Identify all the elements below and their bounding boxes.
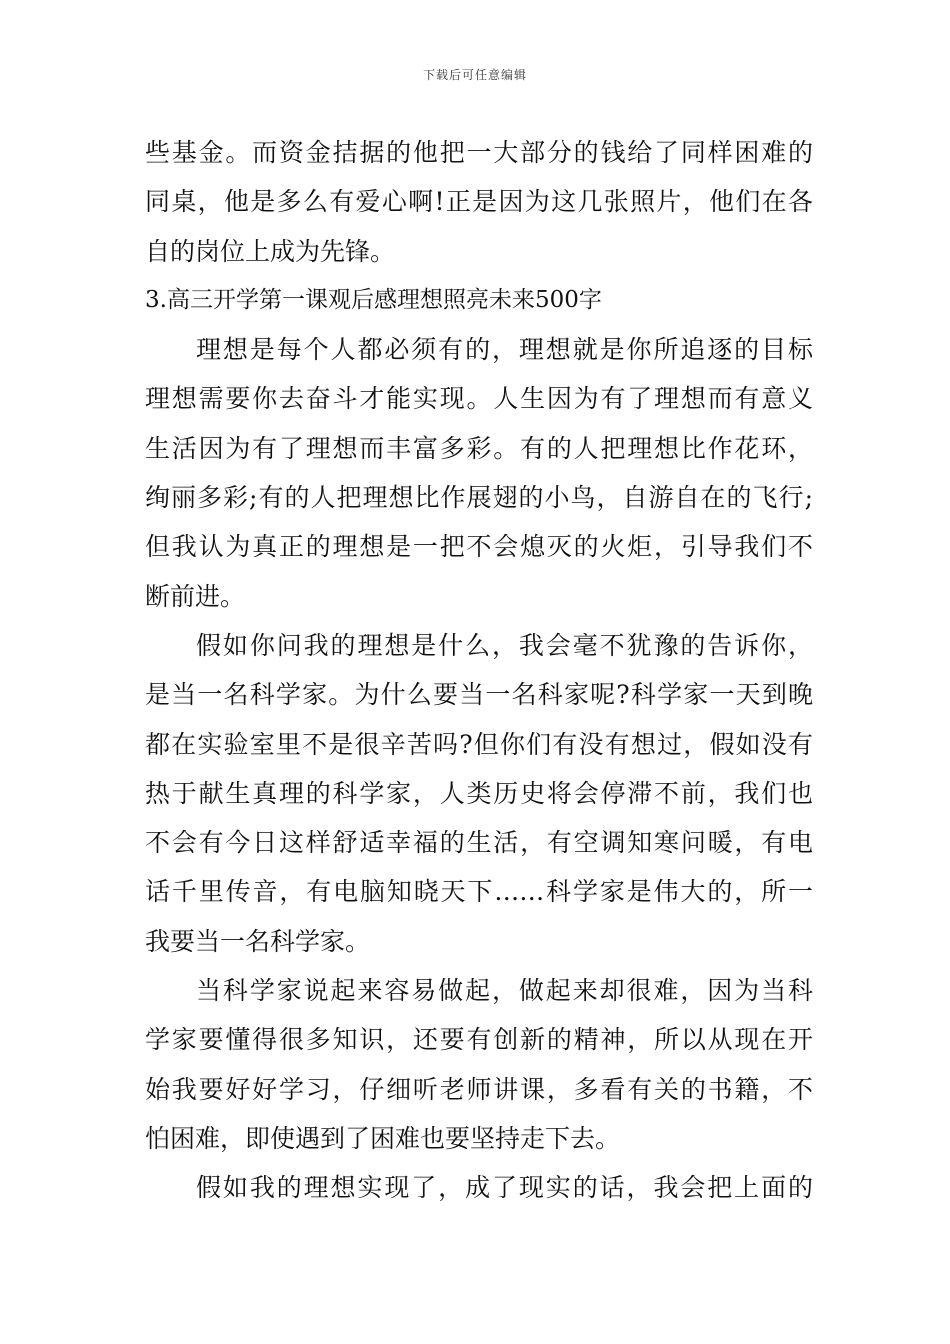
text-line: 当科学家说起来容易做起，做起来却很难，因为当科 <box>196 976 813 1006</box>
text-line: 断前进。 <box>145 581 246 611</box>
text-line: 理想是每个人都必须有的，理想就是你所追逐的目标 <box>196 335 813 365</box>
text-line: 些基金。而资金拮据的他把一大部分的钱给了同样困难的 <box>145 138 813 167</box>
text-line: 是当一名科学家。为什么要当一名科家呢?科学家一天到晚 <box>145 680 813 710</box>
text-line: 理想需要你去奋斗才能实现。人生因为有了理想而有意义 <box>145 384 813 414</box>
text-line: 假如你问我的理想是什么，我会毫不犹豫的告诉你， <box>196 630 813 660</box>
text-line: 学家要懂得很多知识，还要有创新的精神，所以从现在开 <box>145 1025 813 1055</box>
section-heading: 3.高三开学第一课观后感理想照亮未来500字 <box>145 286 602 313</box>
text-line: 同桌，他是多么有爱心啊!正是因为这几张照片，他们在各 <box>145 187 813 217</box>
text-line: 我要当一名科学家。 <box>145 926 371 956</box>
text-line: 怕困难，即使遇到了困难也要坚持走下去。 <box>145 1123 621 1153</box>
text-line: 绚丽多彩;有的人把理想比作展翅的小鸟，自游自在的飞行; <box>145 483 813 513</box>
text-line: 生活因为有了理想而丰富多彩。有的人把理想比作花环， <box>145 433 813 463</box>
text-line: 假如我的理想实现了，成了现实的话，我会把上面的 <box>196 1173 813 1203</box>
text-line: 始我要好好学习，仔细听老师讲课，多看有关的书籍，不 <box>145 1074 813 1104</box>
page-header: 下载后可任意编辑 <box>422 68 527 82</box>
text-line: 但我认为真正的理想是一把不会熄灭的火炬，引导我们不 <box>145 532 813 562</box>
text-line: 热于献生真理的科学家，人类历史将会停滞不前，我们也 <box>145 778 813 808</box>
text-line: 不会有今日这样舒适幸福的生活，有空调知寒问暖，有电 <box>145 828 813 858</box>
text-line: 自的岗位上成为先锋。 <box>145 236 396 266</box>
document-body <box>145 128 813 1213</box>
text-line: 话千里传音，有电脑知晓天下……科学家是伟大的，所一 <box>145 877 813 907</box>
text-line: 都在实验室里不是很辛苦吗?但你们有没有想过，假如没有 <box>145 729 813 759</box>
